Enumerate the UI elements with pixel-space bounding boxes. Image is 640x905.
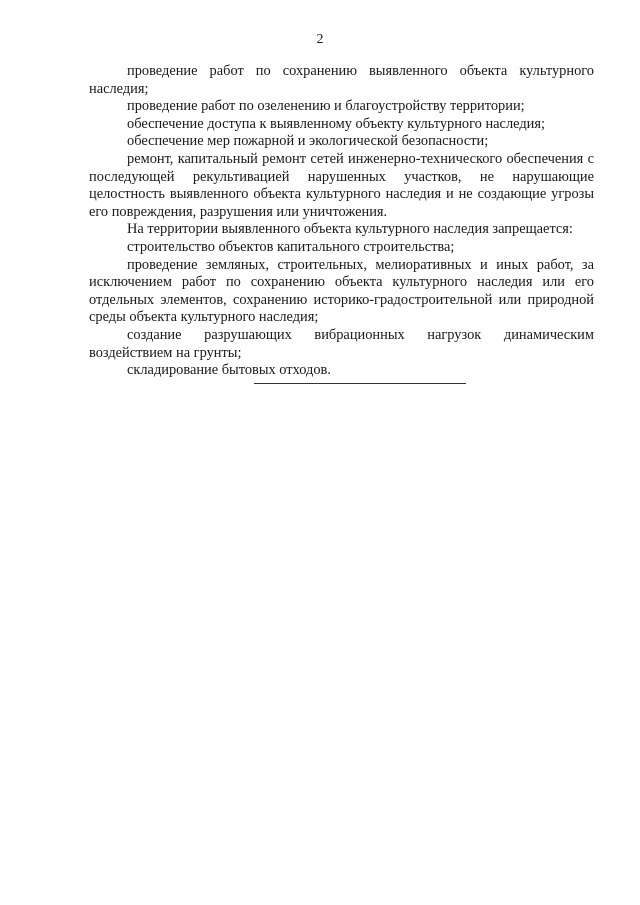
paragraph: проведение работ по сохранению выявленного объекта культурного наследия; bbox=[89, 63, 594, 97]
document-body bbox=[89, 63, 594, 380]
paragraph: обеспечение мер пожарной и экологической безопасности; bbox=[127, 133, 489, 150]
paragraph: создание разрушающих вибрационных нагрузок динамическим воздействием на грунты; bbox=[89, 326, 594, 361]
paragraph: складирование бытовых отходов. bbox=[127, 362, 331, 379]
end-separator-line bbox=[254, 383, 466, 384]
paragraph: На территории выявленного объекта культурного наследия запрещается: bbox=[127, 221, 573, 238]
paragraph: обеспечение доступа к выявленному объекту культурного наследия; bbox=[127, 115, 545, 132]
paragraph: строительство объектов капитального строительства; bbox=[127, 238, 455, 255]
paragraph: проведение работ по озеленению и благоустройству территории; bbox=[127, 98, 525, 115]
paragraph: ремонт, капитальный ремонт сетей инженерно-технического обеспечения с последующей рекультивацией нарушенных участков, не нарушающие целостность выявленного объекта культурного наследия и не создающие угрозы его повреждения, разрушения или уничтожения. bbox=[89, 150, 594, 220]
paragraph: проведение земляных, строительных, мелиоративных и иных работ, за исключением работ по сохранению объекта культурного наследия или его отдельных элементов, сохранению историко-градостроительной или природной среды объекта культурного наследия; bbox=[89, 256, 594, 326]
page-number: 2 bbox=[316, 32, 324, 47]
